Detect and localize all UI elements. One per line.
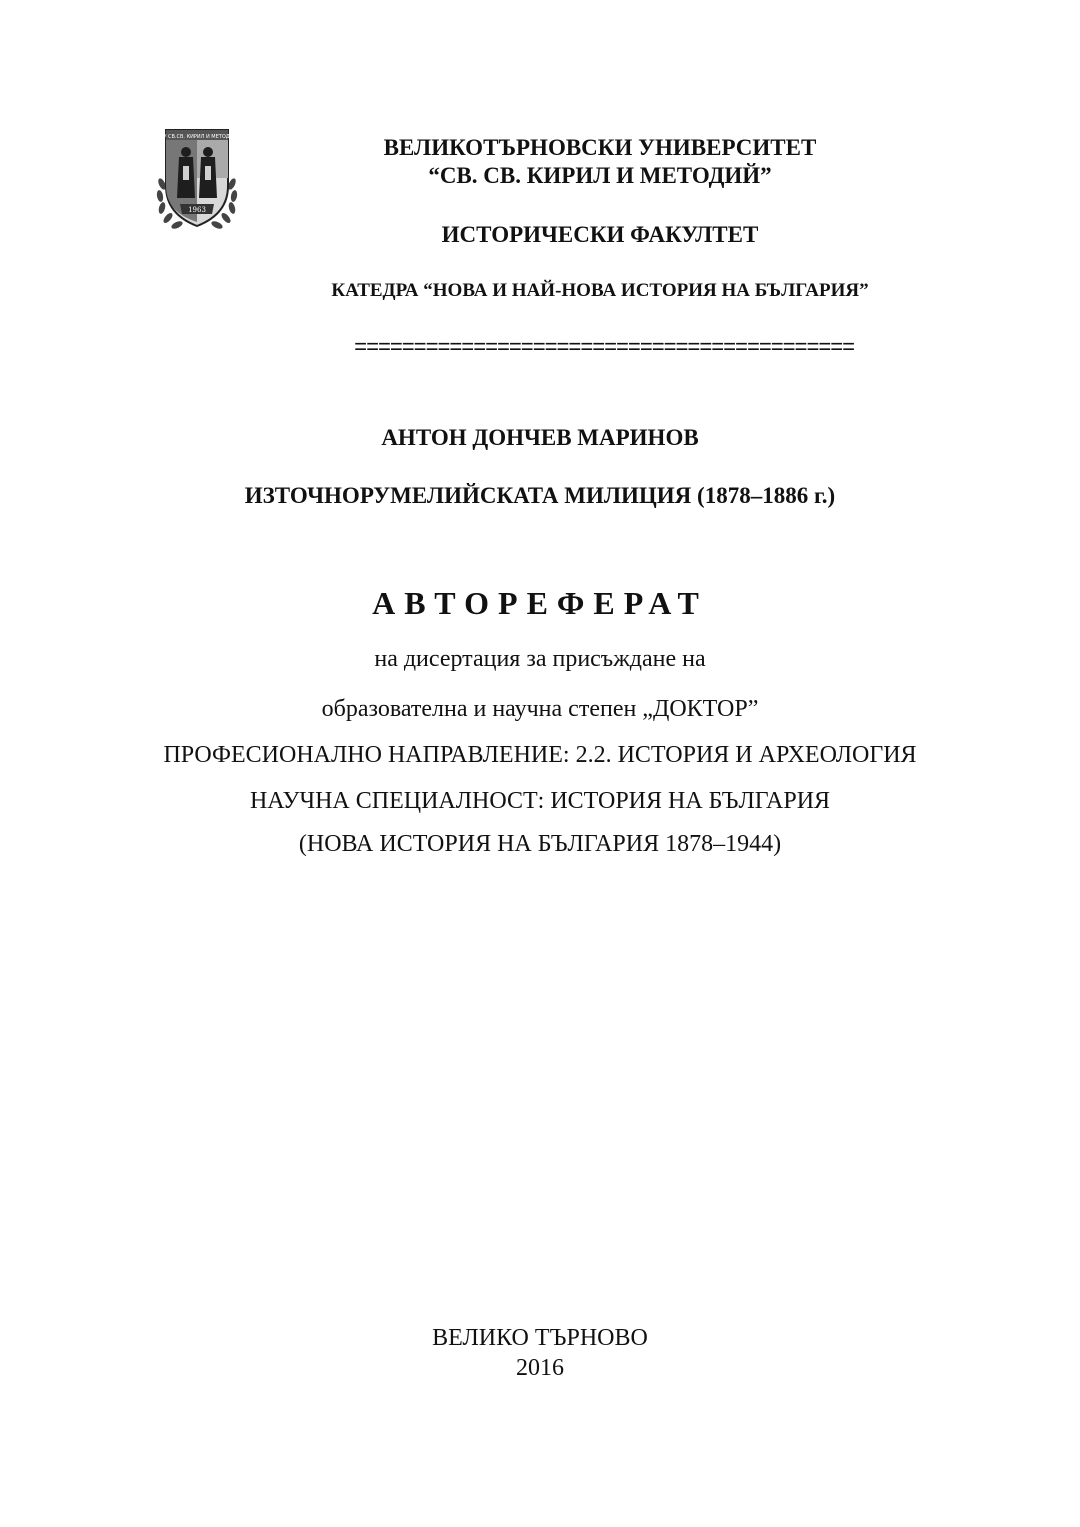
specialty-period: (НОВА ИСТОРИЯ НА БЪЛГАРИЯ 1878–1944) bbox=[298, 831, 782, 857]
document-type-heading: АВТОРЕФЕРАТ bbox=[372, 585, 708, 621]
publication-year: 2016 bbox=[516, 1355, 564, 1381]
svg-text:ВТУ СВ.СВ. КИРИЛ И МЕТОДИЙ: ВТУ СВ.СВ. КИРИЛ И МЕТОДИЙ bbox=[156, 134, 238, 140]
publication-city: ВЕЛИКО ТЪРНОВО bbox=[432, 1325, 648, 1351]
description-line-2: образователна и научна степен „ДОКТОР” bbox=[321, 696, 759, 722]
author-name: АНТОН ДОНЧЕВ МАРИНОВ bbox=[381, 425, 699, 450]
university-crest-icon bbox=[152, 126, 242, 234]
scientific-specialty: НАУЧНА СПЕЦИАЛНОСТ: ИСТОРИЯ НА БЪЛГАРИЯ bbox=[249, 788, 831, 814]
separator-line: ========================================== bbox=[354, 336, 854, 361]
thesis-title: ИЗТОЧНОРУМЕЛИЙСКАТА МИЛИЦИЯ (1878–1886 г.) bbox=[244, 483, 836, 508]
university-name-line1: ВЕЛИКОТЪРНОВСКИ УНИВЕРСИТЕТ bbox=[383, 135, 817, 160]
svg-text:1963: 1963 bbox=[188, 206, 206, 214]
professional-field: ПРОФЕСИОНАЛНО НАПРАВЛЕНИЕ: 2.2. ИСТОРИЯ И АРХЕОЛОГИЯ bbox=[163, 742, 917, 768]
university-name-line2: “СВ. СВ. КИРИЛ И МЕТОДИЙ” bbox=[428, 163, 772, 188]
department-name: КАТЕДРА “НОВА И НАЙ-НОВА ИСТОРИЯ НА БЪЛГАРИЯ” bbox=[331, 280, 869, 301]
description-line-1: на дисертация за присъждане на bbox=[374, 646, 706, 672]
faculty-name: ИСТОРИЧЕСКИ ФАКУЛТЕТ bbox=[441, 222, 759, 247]
